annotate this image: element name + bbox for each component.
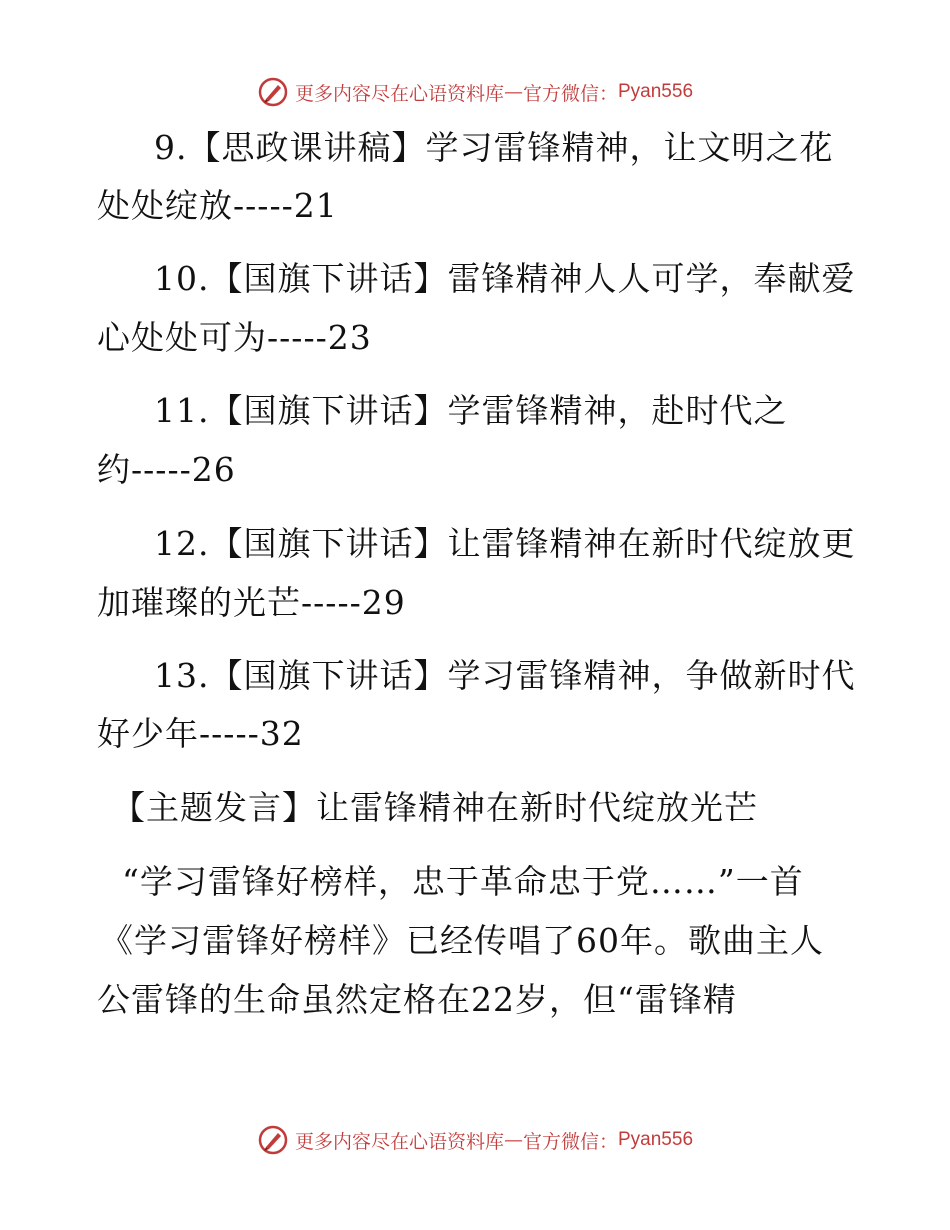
banner-wechat-id: Pyan556	[618, 1129, 694, 1150]
body-paragraph-line: “学习雷锋好榜样，忠于革命忠于党……”一首	[122, 862, 804, 901]
toc-item-12-line-2: 加璀璨的光芒-----29	[97, 583, 406, 622]
body-paragraph-line: 公雷锋的生命虽然定格在22岁，但“雷锋精	[97, 980, 737, 1019]
toc-item-9-line-1: 9.【思政课讲稿】学习雷锋精神，让文明之花	[154, 128, 834, 167]
toc-item-11-line-2: 约-----26	[97, 450, 236, 489]
footer-banner	[0, 1120, 950, 1160]
toc-item-10-line-1: 10.【国旗下讲话】雷锋精神人人可学，奉献爱	[154, 259, 856, 298]
toc-item-10-line-2: 心处处可为-----23	[97, 318, 372, 357]
banner-site-text: 更多内容尽在心语资料库	[294, 82, 504, 105]
toc-item-11-line-1: 11.【国旗下讲话】学雷锋精神，赴时代之	[154, 391, 788, 430]
banner-wechat-label: 官方微信：	[522, 1130, 618, 1153]
toc-item-9-line-2: 处处绽放-----21	[97, 186, 338, 225]
banner-wechat-label: 官方微信：	[522, 82, 618, 105]
banner-separator: —	[503, 1129, 523, 1151]
pen-logo-icon	[257, 1124, 289, 1156]
toc-item-12-line-1: 12.【国旗下讲话】让雷锋精神在新时代绽放更	[154, 524, 856, 563]
header-banner	[0, 72, 950, 112]
banner-separator: —	[503, 81, 523, 103]
banner-site-text: 更多内容尽在心语资料库	[294, 1130, 504, 1153]
banner-wechat-id: Pyan556	[618, 81, 694, 102]
section-heading: 【主题发言】让雷锋精神在新时代绽放光芒	[112, 788, 758, 827]
pen-logo-icon	[257, 76, 289, 108]
toc-item-13-line-1: 13.【国旗下讲话】学习雷锋精神，争做新时代	[154, 656, 856, 695]
body-paragraph-line: 《学习雷锋好榜样》已经传唱了60年。歌曲主人	[100, 921, 824, 960]
toc-item-13-line-2: 好少年-----32	[97, 714, 304, 753]
